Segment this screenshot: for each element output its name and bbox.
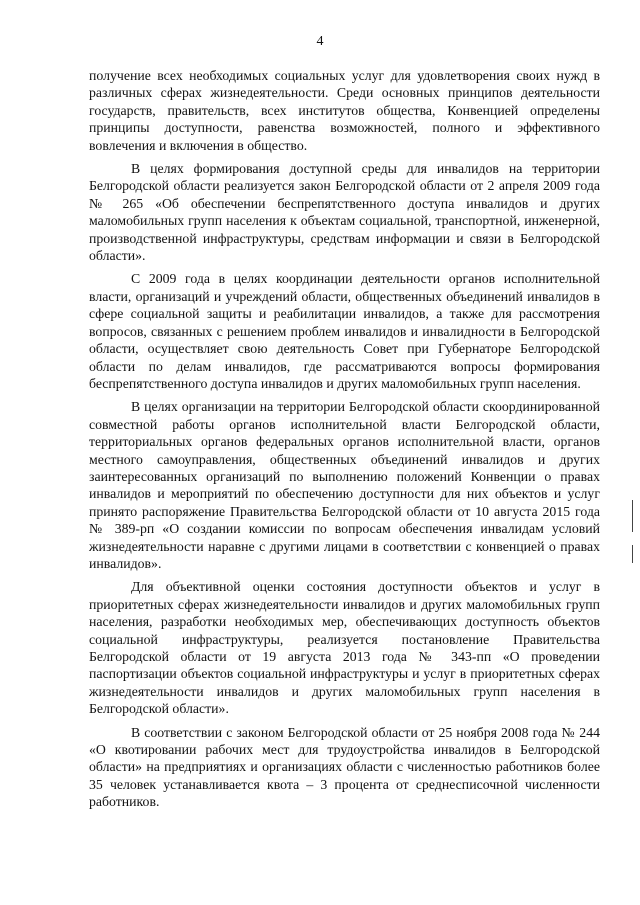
paragraph-1: получение всех необходимых социальных услуг для удовлетворения своих нужд в различных сферах жизнедеятельности. Среди основных принципов деятельности государств, правительств, всех институтов общества, Конвенцией определены принципы доступности, равенства возможностей, полного и эффективного вовлечения и включения в общество.: [89, 68, 600, 153]
paragraph-6: В соответствии с законом Белгородской области от 25 ноября 2008 года № 244 «О квотировании рабочих мест для трудоустройства инвалидов в Белгородской области» на предприятиях и организациях области с численностью работников более 35 человек устанавливается квота – 3 процента от среднесписочной численности работников.: [89, 724, 600, 810]
document-body: [89, 67, 600, 817]
paragraph-3: С 2009 года в целях координации деятельности органов исполнительной власти, организаций и учреждений области, общественных объединений инвалидов в сфере социальной защиты и реабилитации инвалидов, а также для рассмотрения вопросов, связанных с решением проблем инвалидов и инвалидности в Белгородской области, осуществляет свою деятельность Совет при Губернаторе Белгородской области по делам инвалидов, где рассматриваются вопросы формирования беспрепятственного доступа инвалидов и других маломобильных групп населения.: [89, 271, 600, 391]
paragraph-5: Для объективной оценки состояния доступности объектов и услуг в приоритетных сферах жизнедеятельности инвалидов и других маломобильных групп населения, разработки необходимых мер, обеспечивающих доступность объектов социальной инфраструктуры, реализуется постановление Правительства Белгородской области от 19 августа 2013 года № 343-пп «О проведении паспортизации объектов социальной инфраструктуры и услуг в приоритетных сферах жизнедеятельности инвалидов и других маломобильных групп населения в Белгородской области».: [89, 579, 600, 717]
paragraph-4: В целях организации на территории Белгородской области скоординированной совместной работы органов исполнительной власти Белгородской области, территориальных органов федеральных органов исполнительной власти, органов местного самоуправления, общественных объединений инвалидов и других заинтересованных организаций по выполнению положений Конвенции о правах инвалидов и мероприятий по обеспечению доступности для них объектов и услуг принято распоряжение Правительства Белгородской области от 10 августа 2015 года № 389-рп «О создании комиссии по вопросам обеспечения инвалидам условий жизнедеятельности наравне с другими лицами в соответствии с конвенцией о правах инвалидов».: [89, 399, 600, 571]
scan-margin-mark: [632, 545, 633, 563]
page-number: 4: [316, 34, 324, 49]
paragraph-2: В целях формирования доступной среды для инвалидов на территории Белгородской области реализуется закон Белгородской области от 2 апреля 2009 года № 265 «Об обеспечении беспрепятственного доступа инвалидов и других маломобильных групп населения к объектам социальной, транспортной, инженерной, производственной инфраструктуры, средствам информации и связи в Белгородской области».: [89, 161, 600, 264]
scan-margin-mark: [632, 500, 633, 532]
